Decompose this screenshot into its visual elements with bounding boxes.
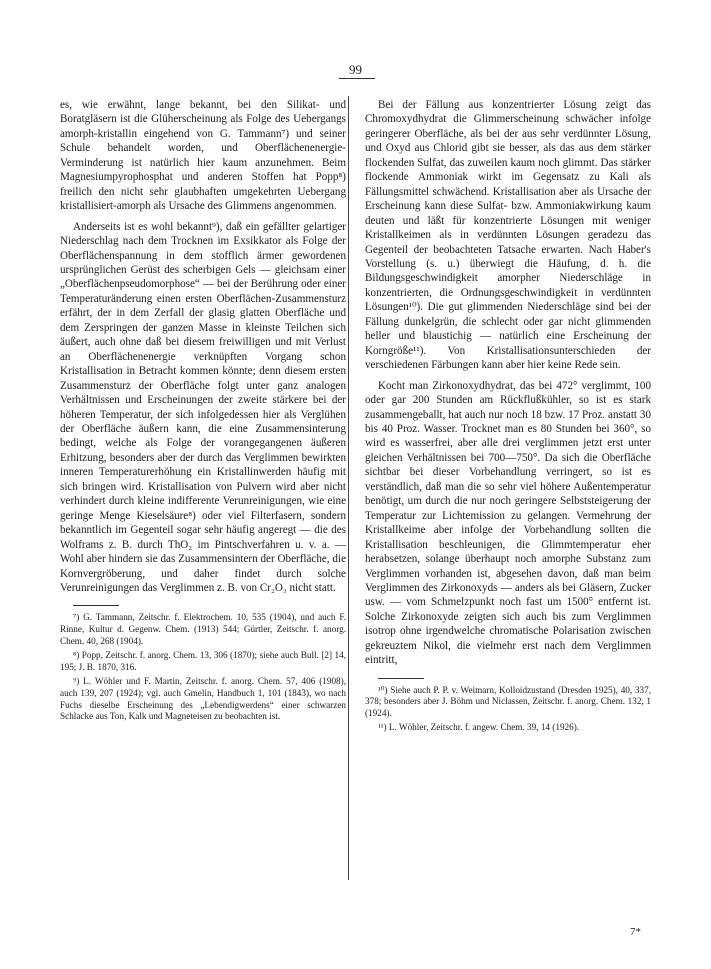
- footnote-7: ⁷) G. Tammann, Zeitschr. f. Elektrochem. 10, 535 (1904), und auch F. Rinne, Kultur d. Gegenw. Chem. (1913) 544; Gürtler, Zeitschr. f. anorg. Chem. 40, 268 (1904).: [60, 612, 346, 646]
- footnote-11: ¹¹) L. Wöhler, Zeitschr. f. angew. Chem. 39, 14 (1926).: [378, 722, 580, 733]
- left-paragraph-1: es, wie erwähnt, lange bekannt, bei den Silikat- und Boratgläsern ist die Glüherscheinung als Folge des Uebergangs amorph-kristallin eingehend von G. Tammann⁷) und seiner Schule behandelt worden, und Oberflächenenergie-Verminderung ist natürlich hier kaum anzunehmen. Beim Magnesiumpyrophosphat und anderen Stoffen hat Popp⁸) freilich den nicht sehr glaubhaften umgekehrten Uebergang kristallisiert-amorph als Ursache des Glimmens angenommen.: [60, 99, 346, 213]
- footnote-8: ⁸) Popp, Zeitschr. f. anorg. Chem. 13, 306 (1870); siehe auch Bull. [2] 14, 195; J. B. 1870, 316.: [60, 650, 346, 672]
- page-number: 99: [349, 62, 362, 77]
- left-paragraph-2: Anderseits ist es wohl bekannt⁹), daß ein gefällter gelartiger Niederschlag nach dem Trocknen im Exsikkator als Folge der Oberflächenspannung in dem stofflich ärmer gewordenen ursprünglichen Gerüst des scherbigen Gels — gleichsam einer „Oberflächenpseudomorphose“ — bei der Berührung oder einer Temperaturänderung einen ersten Oberflächen-Zusammensturz erfährt, der in dem Zerfall der glasig glatten Oberfläche und dem Zerspringen der ganzen Masse in kleinste Teilchen sich äußert, auch ohne daß bei diesem freiwilligen und mit Verlust an Oberflächenenergie verknüpften Vorgang schon Kristallisation in Betracht kommen könnte; denn diesem ersten Zusammensturz der Oberfläche folgt unter ganz analogen Verhältnissen und Erscheinungen der zweite stärkere bei der höheren Temperatur, der sich infolgedessen hier als Verglühen der Oberfläche äußern kann, die eine Zusammensinterung bedingt, welche als Folge der vorangegangenen äußeren Erhitzung, besonders aber der durch das Verglimmen bewirkten inneren Temperaturerhöhung ein Kristallinwerden häufig mit sich bringen wird. Kristallisation von Pulvern wird aber nicht verhindert durch kleine indifferente Verunreinigungen, wie eine geringe Menge Kieselsäure⁸) oder viel Filterfasern, sondern bekanntlich im Gegenteil sogar sehr häufig angeregt — die des Wolframs z. B. durch ThO₂ im Pintschverfahren u. v. a. — Wohl aber hindern sie das Zusammensintern der Oberfläche, die Kornvergröberung, und daher findet durch solche Verunreinigungen das Verglimmen z. B. von Cr₂O₃ nicht statt.: [60, 220, 346, 594]
- left-column: [60, 98, 346, 726]
- right-footnote-rule: [378, 678, 424, 679]
- footnote-9: ⁹) L. Wöhler und F. Martin, Zeitschr. f. anorg. Chem. 57, 406 (1908), auch 139, 207 (1924); vgl. auch Gmelin, Handbuch 1, 101 (1843), wo nach Fuchs dieselbe Erscheinung des „Lebendigwerdens“ einer schwarzen Schlacke aus Ton, Kalk und Magneteisen zu beobachten ist.: [60, 676, 346, 722]
- right-paragraph-1: Bei der Fällung aus konzentrierter Lösung zeigt das Chromoxydhydrat die Glimmerscheinung schwächer infolge geringerer Oberfläche, als bei der aus sehr verdünnter Lösung, und Oxyd aus Chlorid gibt sie besser, als das aus dem stärker flockenden Sulfat, das zuweilen kaum noch glimmt. Das stärker flockende Ammoniak wirkt im Gegensatz zu Kali als Fällungsmittel schwächend. Kristallisation aber als Ursache der Erscheinung kann diese Sulfat- bzw. Ammoniakwirkung kaum deuten und läßt für konzentrierte Lösungen mit weniger Kristallkeimen als in verdünnten Lösungen geradezu das Gegenteil der beobachteten Tatsache erwarten. Nach Haber's Vorstellung (s. u.) überwiegt die Häufung, d. h. die Bildungsgeschwindigkeit amorpher Niederschläge in konzentrierten, die Ordnungsgeschwindigkeit in verdünnten Lösungen¹⁰). Die gut glimmenden Niederschläge sind bei der Fällung dunkelgrün, die schlecht oder gar nicht glimmenden heller und blaustichig — natürlich eine Erscheinung der Korngröße¹¹). Von Kristallisationsunterschieden der verschiedenen Färbungen kann aber hier keine Rede sein.: [365, 99, 651, 372]
- left-footnote-rule: [73, 605, 119, 606]
- right-paragraph-2: Kocht man Zirkonoxydhydrat, das bei 472° verglimmt, 100 oder gar 200 Stunden am Rückflußkühler, so ist es stark zusammengeballt, hat auch nur noch 18 bzw. 17 Proz. anstatt 30 bis 40 Proz. Wasser. Trocknet man es 80 Stunden bei 360°, so wird es wasserfrei, aber alle drei verglimmen jetzt erst unter gleichen Verhältnissen bei 700—750°. Da sich die Oberfläche sichtbar bei dieser Vorbehandlung verringert, so ist es verständlich, daß man die so sehr viel höhere Außentemperatur benötigt, um durch die nur noch geringere Selbststeigerung der Temperatur zur Lichtemission zu gelangen. Vermehrung der Kristallkeime aber infolge der Vorbehandlung sollten die Kristallisation beschleunigen, die Glimmtemperatur eher herabsetzen, solange überhaupt noch amorphe Substanz zum Verglimmen vorhanden ist, abgesehen davon, daß man beim Verglimmen des Zirkonoxyds — anders als bei Gläsern, Zucker usw. — vom Schmelzpunkt noch fast um 1500° entfernt ist. Solche Zirkonoxyde zeigten sich auch bis zum Verglimmen isotrop ohne irgendwelche chromatische Polarisation zwischen gekreuztem Nikol, die vielmehr erst nach dem Verglimmen eintritt,: [365, 379, 651, 667]
- footnote-10: ¹⁰) Siehe auch P. P. v. Weimarn, Kolloidzustand (Dresden 1925), 40, 337, 378; besonders aber J. Böhm und Niclassen, Zeitschr. f. anorg. Chem. 132, 1 (1924).: [365, 684, 651, 718]
- right-column: [365, 98, 651, 737]
- printer-signature: 7*: [630, 926, 641, 938]
- page-number-rule: [339, 78, 375, 79]
- column-divider: [348, 96, 349, 880]
